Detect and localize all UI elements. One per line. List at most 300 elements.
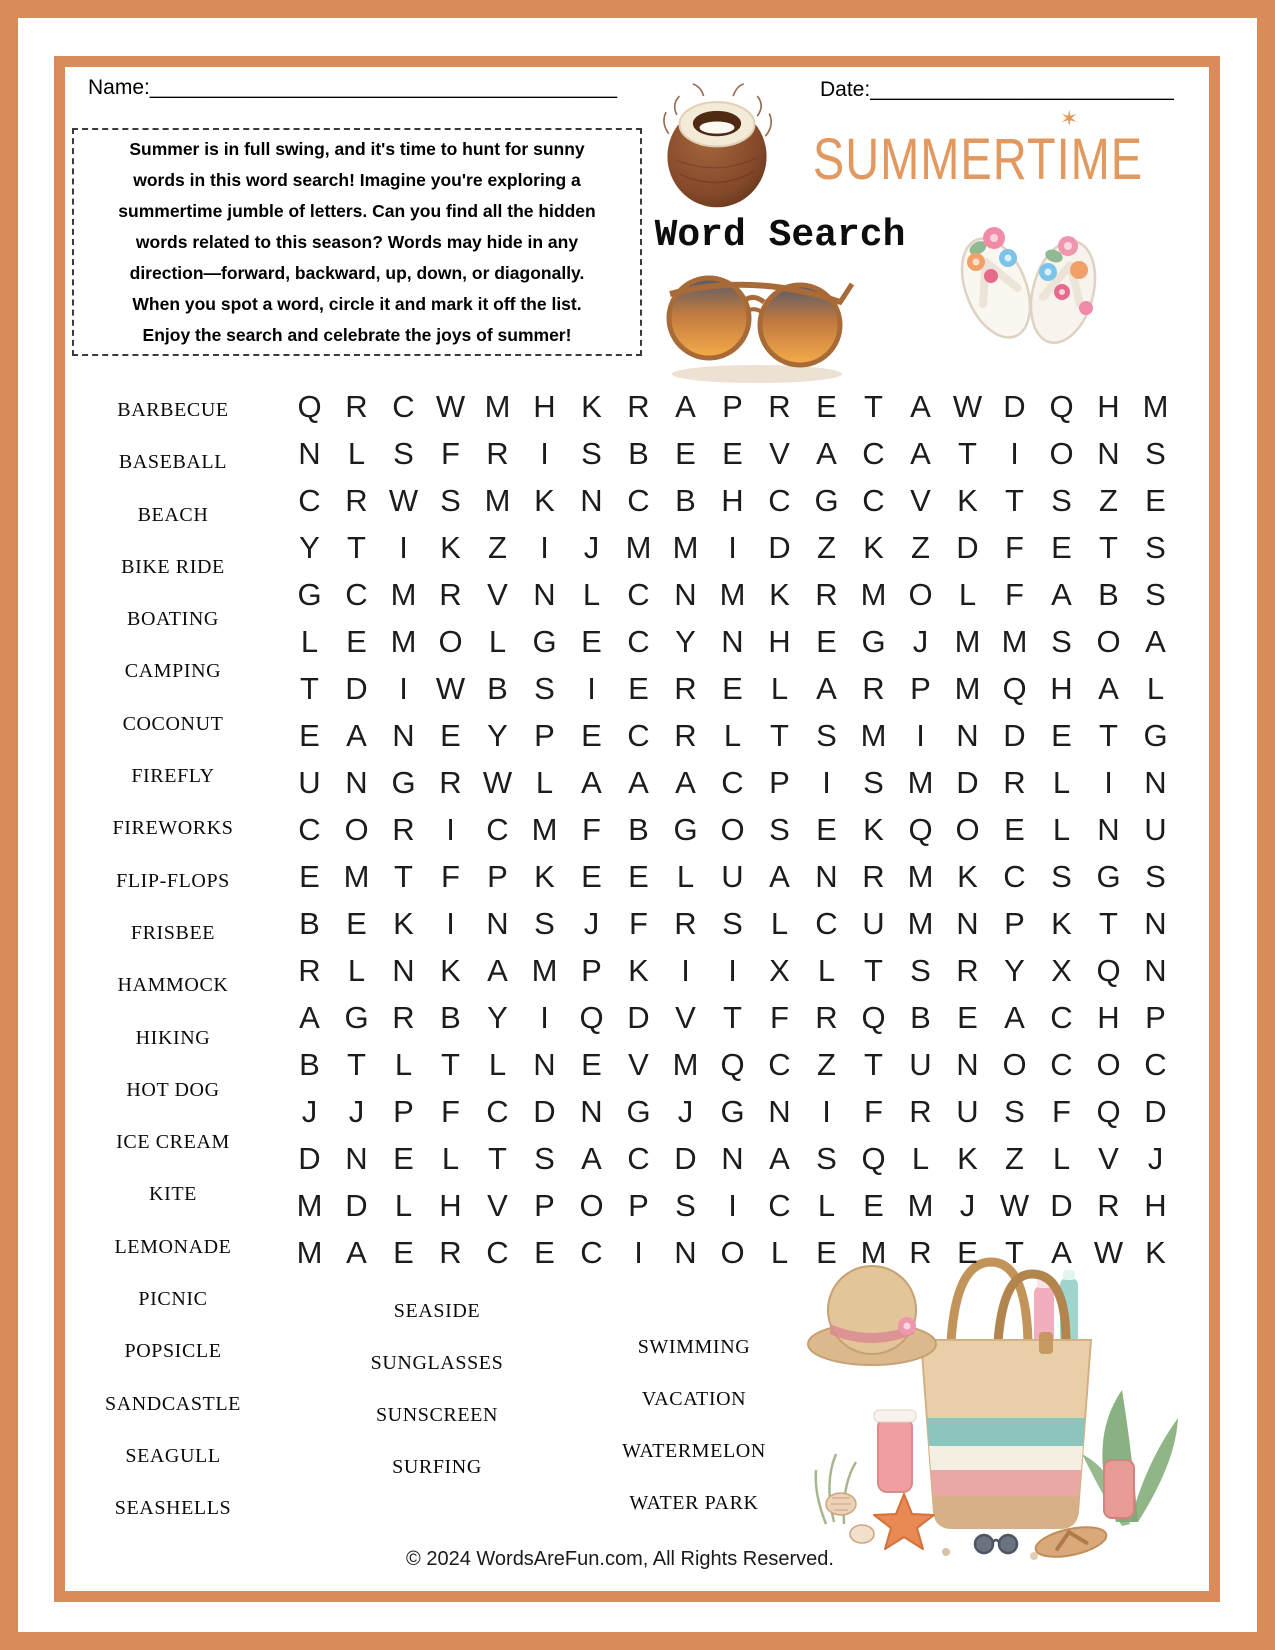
grid-letter: H [768, 623, 791, 659]
grid-letter: T [347, 529, 366, 565]
grid-letter: C [298, 811, 321, 847]
grid-letter: U [721, 858, 744, 894]
grid-letter: E [299, 717, 320, 753]
grid-letter: D [298, 1140, 321, 1176]
grid-letter: A [910, 388, 931, 424]
grid-letter: T [1099, 905, 1118, 941]
word-list-item: FLIP-FLOPS [116, 869, 230, 892]
grid-letter: D [627, 999, 650, 1035]
grid-letter: B [910, 999, 931, 1035]
grid-letter: N [956, 717, 979, 753]
grid-letter: V [675, 999, 696, 1035]
grid-letter: J [1147, 1140, 1164, 1176]
grid-letter: T [958, 435, 977, 471]
grid-letter: I [399, 670, 408, 706]
grid-letter: S [534, 905, 555, 941]
grid-letter: A [1004, 999, 1025, 1035]
word-list-item: VACATION [641, 1388, 747, 1410]
grid-letter: M [390, 576, 417, 612]
grid-letter: Q [720, 1046, 745, 1082]
grid-letter: S [1051, 858, 1072, 894]
grid-letter: L [1052, 811, 1071, 847]
grid-letter: B [487, 670, 508, 706]
grid-letter: F [441, 1093, 460, 1129]
date-blank-line: __________________________ [870, 78, 1174, 101]
grid-letter: D [1050, 1187, 1073, 1223]
word-list-item: SUNSCREEN [375, 1404, 499, 1426]
grid-letter: A [581, 1140, 602, 1176]
grid-letter: R [392, 999, 415, 1035]
grid-letter: E [1051, 529, 1072, 565]
grid-letter: R [909, 1093, 932, 1129]
grid-letter: M [672, 529, 699, 565]
grid-letter: U [956, 1093, 979, 1129]
grid-letter: E [581, 623, 602, 659]
grid-letter: L [394, 1046, 413, 1082]
word-list-item: KITE [149, 1183, 197, 1206]
date-label: Date: [820, 78, 871, 101]
grid-letter: H [1050, 670, 1073, 706]
grid-letter: C [627, 1140, 650, 1176]
grid-letter: S [910, 952, 931, 988]
grid-letter: S [393, 435, 414, 471]
grid-letter: N [1144, 764, 1167, 800]
grid-letter: I [1010, 435, 1019, 471]
grid-letter: I [634, 1234, 643, 1270]
grid-letter: L [770, 670, 789, 706]
grid-letter: Z [817, 1046, 836, 1082]
grid-letter: L [347, 952, 366, 988]
grid-letter: I [540, 529, 549, 565]
grid-letter: M [625, 529, 652, 565]
grid-letter: I [728, 529, 737, 565]
grid-letter: U [1144, 811, 1167, 847]
grid-letter: A [346, 717, 367, 753]
grid-letter: E [816, 811, 837, 847]
grid-letter: J [959, 1187, 976, 1223]
grid-letter: J [348, 1093, 365, 1129]
grid-letter: C [768, 1187, 791, 1223]
word-list-item: SWIMMING [637, 1336, 751, 1358]
grid-letter: W [999, 1187, 1030, 1223]
grid-letter: L [300, 623, 319, 659]
grid-letter: I [681, 952, 690, 988]
grid-letter: E [393, 1140, 414, 1176]
grid-letter: G [344, 999, 369, 1035]
grid-letter: Y [487, 717, 508, 753]
grid-letter: A [769, 1140, 790, 1176]
grid-letter: B [1098, 576, 1119, 612]
grid-letter: O [908, 576, 933, 612]
grid-letter: C [486, 811, 509, 847]
instruction-line: words in this word search! Imagine you're exploring a [133, 169, 581, 190]
grid-letter: N [486, 905, 509, 941]
grid-letter: E [1145, 482, 1166, 518]
instruction-line: Summer is in full swing, and it's time to hunt for sunny [129, 138, 585, 159]
grid-letter: D [956, 764, 979, 800]
grid-letter: N [815, 858, 838, 894]
grid-letter: C [627, 717, 650, 753]
grid-letter: S [675, 1187, 696, 1223]
grid-letter: L [958, 576, 977, 612]
grid-letter: O [720, 1234, 745, 1270]
grid-letter: Y [487, 999, 508, 1035]
grid-letter: C [345, 576, 368, 612]
grid-letter: R [439, 576, 462, 612]
grid-letter: C [580, 1234, 603, 1270]
grid-letter: N [1097, 435, 1120, 471]
word-list-item: FRISBEE [130, 921, 216, 944]
grid-letter: M [1001, 623, 1028, 659]
word-list-item: SEAGULL [125, 1444, 221, 1467]
puzzle-subtitle: Word Search [654, 214, 906, 257]
grid-letter: M [860, 576, 887, 612]
grid-letter: I [587, 670, 596, 706]
grid-letter: L [535, 764, 554, 800]
grid-letter: H [1097, 999, 1120, 1035]
word-list-item: ICE CREAM [116, 1131, 230, 1154]
grid-letter: K [534, 482, 555, 518]
word-list-item: POPSICLE [124, 1340, 222, 1363]
grid-letter: Z [488, 529, 507, 565]
grid-letter: R [674, 670, 697, 706]
grid-letter: C [627, 482, 650, 518]
grid-letter: Q [861, 1140, 886, 1176]
grid-letter: C [1050, 1046, 1073, 1082]
grid-letter: M [531, 952, 558, 988]
grid-letter: M [719, 576, 746, 612]
grid-letter: M [907, 1187, 934, 1223]
grid-letter: W [952, 388, 983, 424]
grid-letter: M [860, 717, 887, 753]
grid-letter: S [816, 1140, 837, 1176]
grid-letter: S [1051, 482, 1072, 518]
grid-letter: C [627, 576, 650, 612]
grid-letter: H [533, 388, 556, 424]
instruction-line: summertime jumble of letters. Can you find all the hidden [118, 200, 596, 221]
grid-letter: V [487, 576, 508, 612]
grid-letter: E [581, 858, 602, 894]
grid-letter: L [488, 623, 507, 659]
grid-letter: R [392, 811, 415, 847]
grid-letter: F [770, 999, 789, 1035]
grid-letter: S [1145, 435, 1166, 471]
grid-letter: R [298, 952, 321, 988]
grid-letter: N [674, 1234, 697, 1270]
grid-letter: R [345, 482, 368, 518]
grid-letter: R [1003, 764, 1026, 800]
grid-letter: M [1142, 388, 1169, 424]
grid-letter: S [1004, 1093, 1025, 1129]
grid-letter: L [770, 1234, 789, 1270]
grid-letter: Q [297, 388, 322, 424]
grid-letter: R [815, 576, 838, 612]
grid-letter: E [863, 1187, 884, 1223]
word-list-item: WATER PARK [629, 1492, 759, 1514]
instruction-line: Enjoy the search and celebrate the joys of summer! [142, 324, 572, 345]
grid-letter: S [1145, 529, 1166, 565]
grid-letter: J [677, 1093, 694, 1129]
grid-letter: N [345, 1140, 368, 1176]
grid-letter: S [1145, 858, 1166, 894]
grid-letter: T [300, 670, 319, 706]
grid-letter: N [956, 905, 979, 941]
instruction-line: direction—forward, backward, up, down, or diagonally. [129, 262, 585, 283]
grid-letter: E [299, 858, 320, 894]
grid-letter: K [957, 1140, 978, 1176]
grid-letter: E [722, 435, 743, 471]
grid-letter: L [1052, 1140, 1071, 1176]
puzzle-title: SUMMERTIME [812, 125, 1144, 192]
grid-letter: M [907, 764, 934, 800]
grid-letter: S [769, 811, 790, 847]
grid-letter: T [723, 999, 742, 1035]
grid-letter: W [482, 764, 513, 800]
grid-letter: C [392, 388, 415, 424]
grid-letter: O [344, 811, 369, 847]
word-list-item: SUNGLASSES [370, 1352, 504, 1374]
grid-letter: M [954, 670, 981, 706]
word-list-item: SEASHELLS [114, 1497, 232, 1520]
grid-letter: B [440, 999, 461, 1035]
grid-letter: G [720, 1093, 745, 1129]
word-list-item: LEMONADE [114, 1235, 232, 1258]
grid-letter: C [815, 905, 838, 941]
grid-letter: N [345, 764, 368, 800]
grid-letter: K [769, 576, 790, 612]
grid-letter: D [956, 529, 979, 565]
grid-letter: O [1096, 1046, 1121, 1082]
grid-letter: M [672, 1046, 699, 1082]
grid-letter: W [435, 388, 466, 424]
grid-letter: K [1051, 905, 1072, 941]
grid-letter: T [1099, 529, 1118, 565]
grid-letter: P [393, 1093, 414, 1129]
grid-letter: E [581, 1046, 602, 1082]
grid-letter: T [864, 952, 883, 988]
grid-letter: P [769, 764, 790, 800]
grid-letter: V [769, 435, 790, 471]
grid-letter: I [916, 717, 925, 753]
grid-letter: C [862, 482, 885, 518]
word-list-item: HAMMOCK [117, 974, 229, 997]
grid-letter: L [817, 1187, 836, 1223]
grid-letter: Q [861, 999, 886, 1035]
grid-letter: L [394, 1187, 413, 1223]
grid-letter: A [1051, 576, 1072, 612]
grid-letter: E [628, 858, 649, 894]
grid-letter: E [722, 670, 743, 706]
grid-letter: P [1004, 905, 1025, 941]
grid-letter: K [440, 952, 461, 988]
grid-letter: A [487, 952, 508, 988]
grid-letter: M [343, 858, 370, 894]
grid-letter: R [486, 435, 509, 471]
grid-letter: D [674, 1140, 697, 1176]
grid-letter: O [720, 811, 745, 847]
grid-letter: G [673, 811, 698, 847]
grid-letter: M [907, 858, 934, 894]
grid-letter: J [583, 905, 600, 941]
word-list-item: SEASIDE [393, 1300, 481, 1322]
grid-letter: E [393, 1234, 414, 1270]
word-list-item: BIKE RIDE [121, 555, 225, 578]
grid-letter: E [440, 717, 461, 753]
grid-letter: L [582, 576, 601, 612]
grid-letter: R [627, 388, 650, 424]
grid-letter: M [531, 811, 558, 847]
grid-letter: G [626, 1093, 651, 1129]
grid-letter: Z [1099, 482, 1118, 518]
grid-letter: E [816, 623, 837, 659]
grid-letter: Q [1049, 388, 1074, 424]
grid-letter: Q [579, 999, 604, 1035]
word-list-item: SURFING [392, 1456, 482, 1478]
grid-letter: H [439, 1187, 462, 1223]
grid-letter: N [721, 1140, 744, 1176]
grid-letter: C [1050, 999, 1073, 1035]
grid-letter: K [863, 811, 884, 847]
grid-letter: K [863, 529, 884, 565]
grid-letter: Z [1005, 1140, 1024, 1176]
grid-letter: T [441, 1046, 460, 1082]
grid-letter: S [722, 905, 743, 941]
grid-letter: U [909, 1046, 932, 1082]
grid-letter: D [345, 1187, 368, 1223]
word-list-item: BEACH [137, 503, 209, 526]
grid-letter: M [907, 905, 934, 941]
word-list-item: PICNIC [138, 1288, 208, 1311]
grid-letter: R [439, 1234, 462, 1270]
grid-letter: E [534, 1234, 555, 1270]
word-list-item: FIREWORKS [112, 817, 234, 840]
grid-letter: G [861, 623, 886, 659]
grid-letter: E [628, 670, 649, 706]
grid-letter: B [299, 905, 320, 941]
grid-letter: R [1097, 1187, 1120, 1223]
grid-letter: E [1004, 811, 1025, 847]
grid-letter: L [347, 435, 366, 471]
grid-letter: O [955, 811, 980, 847]
grid-letter: Q [908, 811, 933, 847]
name-blank-line: ________________________________________ [149, 76, 618, 99]
grid-letter: I [728, 1187, 737, 1223]
grid-letter: M [484, 482, 511, 518]
grid-letter: R [674, 717, 697, 753]
word-list-item: BOATING [127, 608, 219, 631]
grid-letter: T [394, 858, 413, 894]
grid-letter: L [676, 858, 695, 894]
grid-letter: N [392, 952, 415, 988]
grid-letter: P [487, 858, 508, 894]
grid-letter: P [910, 670, 931, 706]
grid-letter: E [346, 905, 367, 941]
grid-letter: E [581, 717, 602, 753]
grid-letter: L [1052, 764, 1071, 800]
grid-letter: O [1049, 435, 1074, 471]
grid-letter: U [862, 905, 885, 941]
grid-letter: L [488, 1046, 507, 1082]
grid-letter: V [487, 1187, 508, 1223]
grid-letter: R [862, 670, 885, 706]
grid-letter: O [438, 623, 463, 659]
grid-letter: G [1096, 858, 1121, 894]
grid-letter: T [347, 1046, 366, 1082]
grid-letter: B [628, 435, 649, 471]
grid-letter: R [345, 388, 368, 424]
grid-letter: C [721, 764, 744, 800]
grid-letter: I [540, 999, 549, 1035]
grid-letter: S [534, 1140, 555, 1176]
grid-letter: C [486, 1234, 509, 1270]
grid-letter: J [301, 1093, 318, 1129]
grid-letter: N [580, 1093, 603, 1129]
grid-letter: K [440, 529, 461, 565]
grid-letter: A [628, 764, 649, 800]
grid-letter: I [446, 905, 455, 941]
grid-letter: O [579, 1187, 604, 1223]
instruction-line: words related to this season? Words may hide in any [135, 231, 579, 252]
grid-letter: A [675, 388, 696, 424]
grid-letter: K [957, 482, 978, 518]
grid-letter: I [728, 952, 737, 988]
grid-letter: N [1144, 952, 1167, 988]
grid-letter: N [674, 576, 697, 612]
grid-letter: O [1096, 623, 1121, 659]
grid-letter: T [1005, 1234, 1024, 1270]
grid-letter: Z [817, 529, 836, 565]
grid-letter: Q [1002, 670, 1027, 706]
grid-letter: I [446, 811, 455, 847]
grid-letter: E [816, 1234, 837, 1270]
grid-letter: R [909, 1234, 932, 1270]
grid-letter: D [768, 529, 791, 565]
grid-letter: W [1093, 1234, 1124, 1270]
grid-letter: A [675, 764, 696, 800]
grid-letter: F [441, 858, 460, 894]
grid-letter: R [815, 999, 838, 1035]
grid-letter: F [629, 905, 648, 941]
word-list-item: CAMPING [124, 660, 222, 683]
word-list-item: FIREFLY [131, 765, 215, 788]
grid-letter: B [628, 811, 649, 847]
grid-letter: S [581, 435, 602, 471]
grid-letter: C [768, 482, 791, 518]
grid-letter: H [721, 482, 744, 518]
grid-letter: L [723, 717, 742, 753]
grid-letter: I [822, 1093, 831, 1129]
grid-letter: M [484, 388, 511, 424]
grid-letter: X [769, 952, 790, 988]
grid-letter: I [822, 764, 831, 800]
grid-letter: L [770, 905, 789, 941]
grid-letter: R [439, 764, 462, 800]
grid-letter: A [816, 670, 837, 706]
grid-letter: X [1051, 952, 1072, 988]
grid-letter: C [768, 1046, 791, 1082]
grid-letter: K [628, 952, 649, 988]
grid-letter: G [814, 482, 839, 518]
grid-letter: T [488, 1140, 507, 1176]
name-label: Name: [88, 76, 150, 99]
grid-letter: F [1005, 576, 1024, 612]
grid-letter: D [345, 670, 368, 706]
grid-letter: N [768, 1093, 791, 1129]
grid-letter: Z [911, 529, 930, 565]
grid-letter: A [346, 1234, 367, 1270]
grid-letter: M [296, 1234, 323, 1270]
grid-letter: A [1145, 623, 1166, 659]
